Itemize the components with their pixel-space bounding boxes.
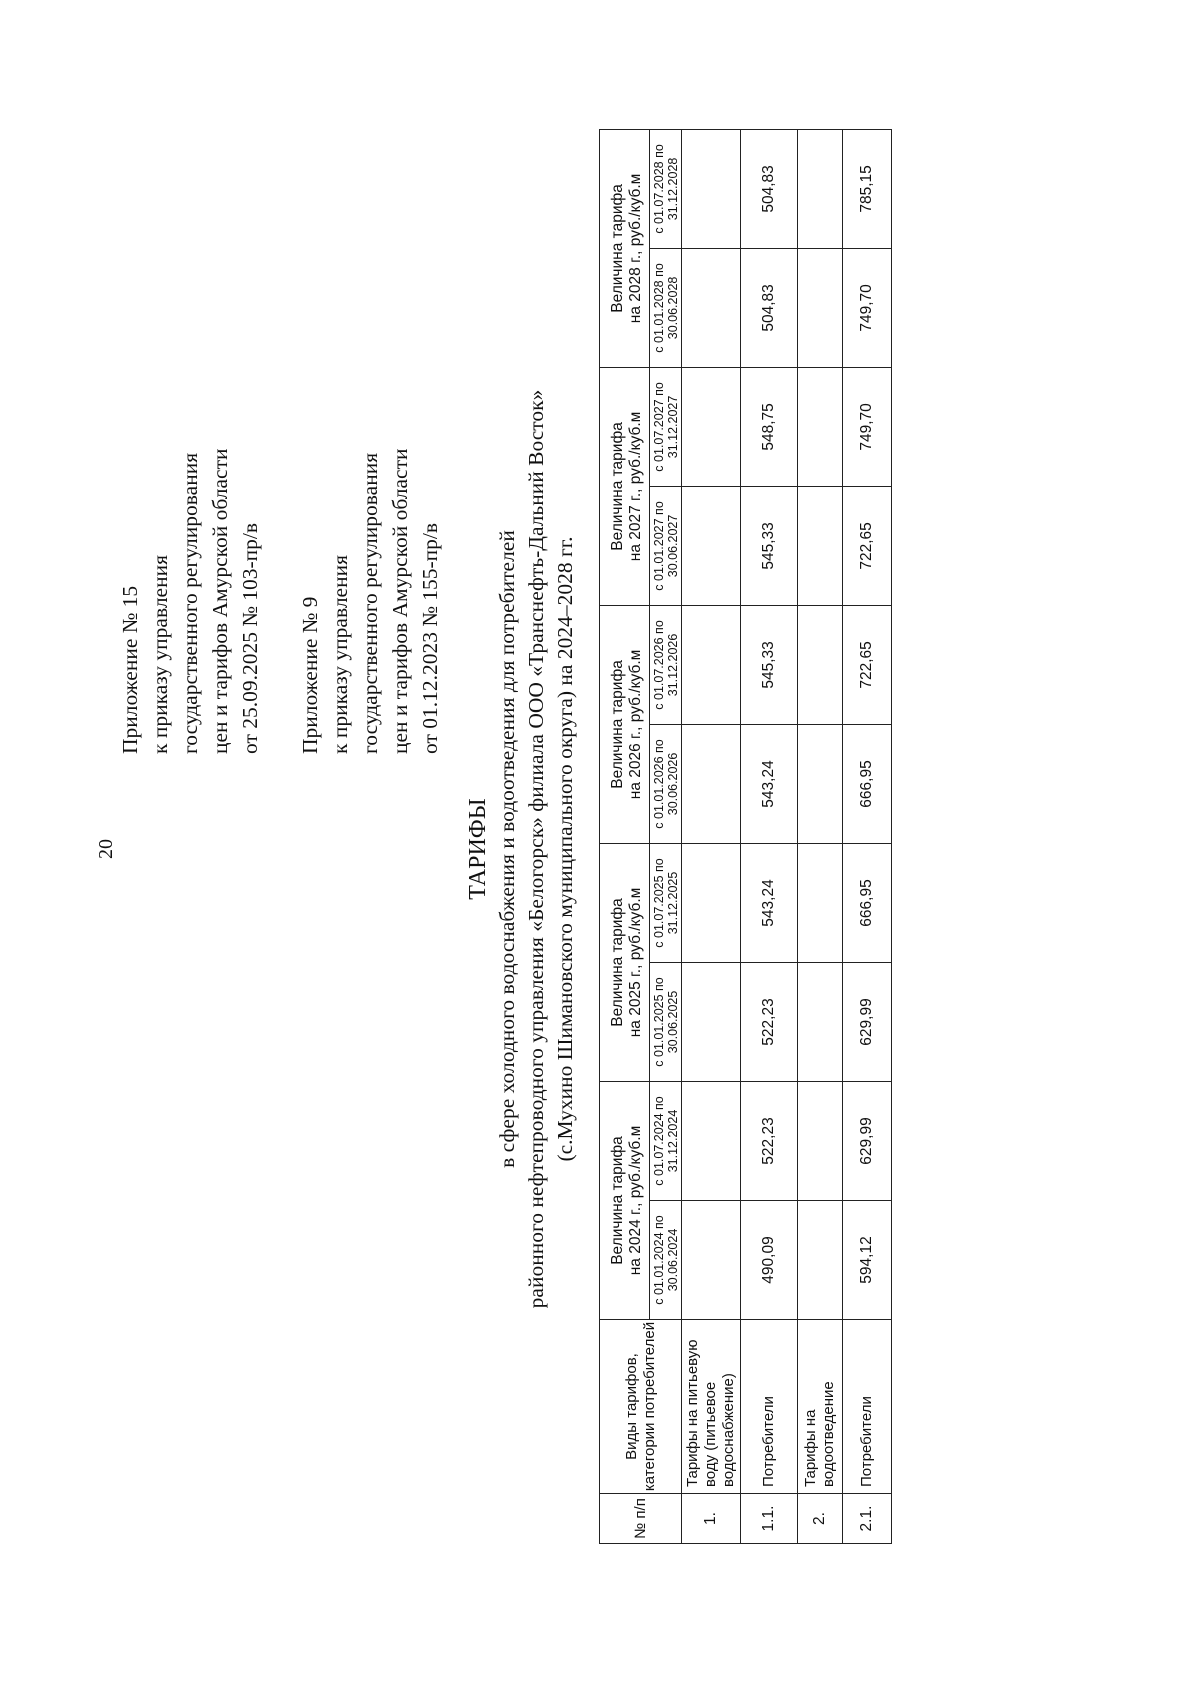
appendix-line: государственного регулирования <box>178 452 202 754</box>
table-row <box>741 129 798 1543</box>
tariff-cell: 722,65 <box>843 605 892 724</box>
tariff-cell: 504,83 <box>741 129 798 248</box>
header-number: № п/п <box>600 1494 682 1544</box>
tariff-cell <box>798 962 843 1081</box>
tariff-cell <box>798 486 843 605</box>
tariffs-table <box>599 129 892 1544</box>
header-year-2028: Величина тарифа на 2028 г., руб./куб.м <box>600 129 650 367</box>
appendix-line: к приказу управления <box>328 554 352 754</box>
appendix-line: цен и тарифов Амурской области <box>388 448 412 754</box>
tariff-cell: 522,23 <box>741 1081 798 1200</box>
table-row <box>798 129 843 1543</box>
table-row <box>682 129 741 1543</box>
row-category: Тарифы на питьевую воду (питьевое водоснабжение) <box>682 1320 741 1494</box>
tariff-cell <box>798 367 843 486</box>
tariff-cell <box>798 724 843 843</box>
row-category: Потребители <box>741 1320 798 1494</box>
header-period: с 01.01.2024 по 30.06.2024 <box>650 1201 682 1320</box>
appendix-line: к приказу управления <box>148 554 172 754</box>
header-period: с 01.07.2028 по 31.12.2028 <box>650 129 682 248</box>
tariff-cell <box>682 724 741 843</box>
tariff-cell: 490,09 <box>741 1201 798 1320</box>
tariff-cell <box>682 962 741 1081</box>
tariff-cell: 545,33 <box>741 605 798 724</box>
tariff-cell: 522,23 <box>741 962 798 1081</box>
tariff-cell <box>682 129 741 248</box>
appendix-line: от 01.12.2023 № 155-пр/в <box>418 522 442 754</box>
appendix-current-block <box>115 448 265 754</box>
document-title-block <box>463 69 580 1629</box>
tariff-cell <box>682 1201 741 1320</box>
tariff-cell: 666,95 <box>843 724 892 843</box>
appendix-line: от 25.09.2025 № 103-пр/в <box>238 522 262 754</box>
header-period: с 01.01.2025 по 30.06.2025 <box>650 962 682 1081</box>
appendix-line: государственного регулирования <box>358 452 382 754</box>
tariff-cell <box>798 1201 843 1320</box>
appendix-previous-block <box>295 448 445 754</box>
header-period: с 01.07.2027 по 31.12.2027 <box>650 367 682 486</box>
document-title: ТАРИФЫ <box>465 798 491 900</box>
tariff-cell: 545,33 <box>741 486 798 605</box>
row-category: Тарифы на водоотведение <box>798 1320 843 1494</box>
row-index: 2. <box>798 1494 843 1544</box>
tariff-cell: 594,12 <box>843 1201 892 1320</box>
row-index: 2.1. <box>843 1494 892 1544</box>
header-period: с 01.01.2028 по 30.06.2028 <box>650 248 682 367</box>
page-number: 20 <box>95 839 117 859</box>
tariff-cell <box>798 1081 843 1200</box>
tariff-cell: 722,65 <box>843 486 892 605</box>
header-row-years <box>600 129 650 1543</box>
header-year-2025: Величина тарифа на 2025 г., руб./куб.м <box>600 843 650 1081</box>
tariff-cell <box>682 486 741 605</box>
tariff-cell: 543,24 <box>741 843 798 962</box>
tariff-cell <box>798 843 843 962</box>
tariff-cell: 504,83 <box>741 248 798 367</box>
tariff-cell: 629,99 <box>843 962 892 1081</box>
header-year-2026: Величина тарифа на 2026 г., руб./куб.м <box>600 605 650 843</box>
title-line: районного нефтепроводного управления «Белогорск» филиала ООО «Транснефть-Дальний Восток» <box>524 389 548 1309</box>
header-period: с 01.07.2026 по 31.12.2026 <box>650 605 682 724</box>
appendix-line: Приложение № 15 <box>118 585 142 754</box>
tariff-cell: 629,99 <box>843 1081 892 1200</box>
tariff-cell <box>682 843 741 962</box>
tariff-cell: 548,75 <box>741 367 798 486</box>
appendix-line: цен и тарифов Амурской области <box>208 448 232 754</box>
tariff-cell <box>682 605 741 724</box>
tariff-cell <box>682 1081 741 1200</box>
header-year-2027: Величина тарифа на 2027 г., руб./куб.м <box>600 367 650 605</box>
tariff-cell <box>798 129 843 248</box>
title-line: в сфере холодного водоснабжения и водоотведения для потребителей <box>495 530 519 1168</box>
header-period: с 01.07.2025 по 31.12.2025 <box>650 843 682 962</box>
header-year-2024: Величина тарифа на 2024 г., руб./куб.м <box>600 1081 650 1319</box>
tariff-cell: 785,15 <box>843 129 892 248</box>
header-period: с 01.07.2024 по 31.12.2024 <box>650 1081 682 1200</box>
tariff-cell <box>682 367 741 486</box>
tariff-cell: 749,70 <box>843 367 892 486</box>
header-period: с 01.01.2026 по 30.06.2026 <box>650 724 682 843</box>
table-row <box>843 129 892 1543</box>
row-index: 1.1. <box>741 1494 798 1544</box>
tariff-cell <box>682 248 741 367</box>
title-line: (с.Мухино Шимановского муниципального округа) на 2024–2028 гг. <box>553 536 577 1162</box>
header-category: Виды тарифов, категории потребителей <box>600 1320 682 1494</box>
tariff-cell <box>798 248 843 367</box>
header-period: с 01.01.2027 по 30.06.2027 <box>650 486 682 605</box>
row-category: Потребители <box>843 1320 892 1494</box>
tariff-cell: 749,70 <box>843 248 892 367</box>
tariff-cell: 543,24 <box>741 724 798 843</box>
appendix-line: Приложение № 9 <box>298 596 322 754</box>
tariff-cell <box>798 605 843 724</box>
rotated-document-page <box>70 69 1130 1629</box>
row-index: 1. <box>682 1494 741 1544</box>
tariff-cell: 666,95 <box>843 843 892 962</box>
